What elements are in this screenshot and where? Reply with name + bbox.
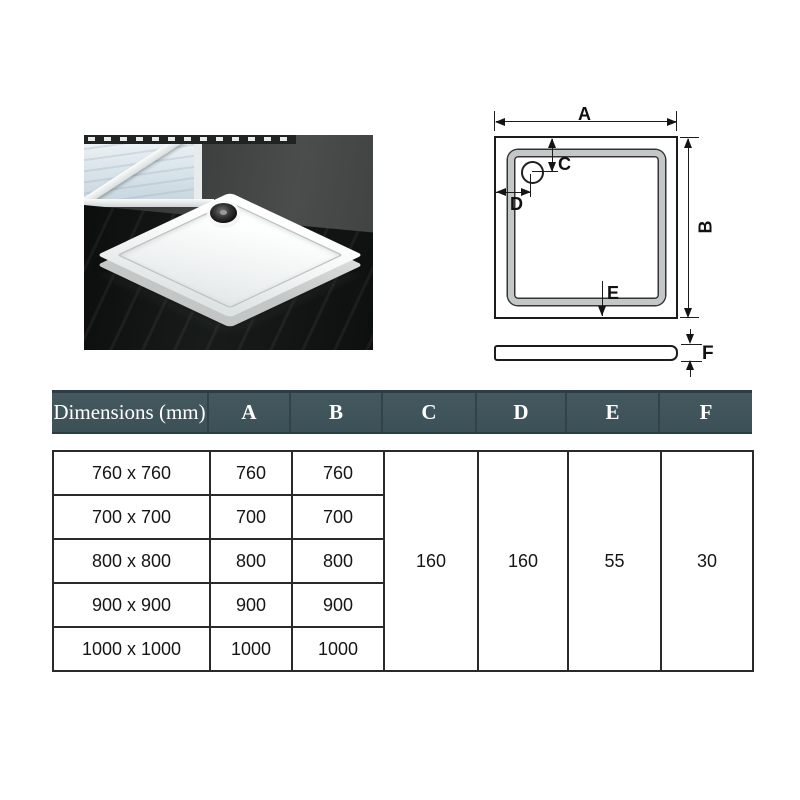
dim-c-ref-line [532,171,558,172]
drain-photo [210,203,237,223]
value-cell-b: 700 [292,495,384,539]
window-top-frame [84,135,296,144]
dim-f-line-bottom [690,369,691,377]
size-cell: 700 x 700 [53,495,210,539]
header-f: F [699,400,713,424]
dim-label-c: C [558,154,571,174]
dim-e-arrow-down [598,306,606,316]
shared-value-e: 55 [568,451,661,671]
shared-value-d: 160 [478,451,568,671]
size-cell: 900 x 900 [53,583,210,627]
size-cell: 760 x 760 [53,451,210,495]
value-cell-b: 800 [292,539,384,583]
dim-b-arrow-down [684,308,692,318]
header-c: C [383,393,477,432]
header-b: B [291,393,383,432]
drain-circle-top-view [521,161,544,184]
dim-b-arrow-up [684,138,692,148]
value-cell-a: 760 [210,451,292,495]
shared-value-f: 30 [661,451,753,671]
dimensions-table-body [52,450,752,672]
dim-label-a: A [578,104,591,124]
dim-d-arrow-left [496,188,506,196]
value-cell-b: 900 [292,583,384,627]
value-cell-a: 800 [210,539,292,583]
dim-label-d: D [510,194,523,214]
shared-value-c: 160 [384,451,478,671]
dim-label-e: E [607,283,620,303]
window [84,139,202,201]
value-cell-b: 1000 [292,627,384,671]
dim-c-arrow-up [548,138,556,148]
dim-b-line [688,139,689,316]
dimensions-table-header [52,390,752,434]
header-d: D [477,393,567,432]
window-sill [84,199,214,207]
table-row [53,451,753,495]
value-cell-a: 1000 [210,627,292,671]
size-cell: 1000 x 1000 [53,627,210,671]
value-cell-a: 900 [210,583,292,627]
tray-side-view [494,345,678,361]
header-a: A [209,393,291,432]
dim-label-b: B [695,220,716,234]
value-cell-b: 760 [292,451,384,495]
dim-a-arrow-left [495,118,505,126]
value-cell-a: 700 [210,495,292,539]
window-top-frame-dashes [88,137,288,141]
header-e: E [567,393,660,432]
dim-d-ref-line [530,174,531,197]
dim-f-arrow-down [686,334,694,344]
dim-label-f: F [702,343,714,364]
size-cell: 800 x 800 [53,539,210,583]
product-photo [84,135,373,350]
dim-f-arrow-up [686,360,694,370]
dim-a-arrow-right [667,118,677,126]
header-dimensions: Dimensions (mm) [52,393,209,432]
dim-f-ext-top [681,344,702,345]
drain-highlight [220,210,227,215]
